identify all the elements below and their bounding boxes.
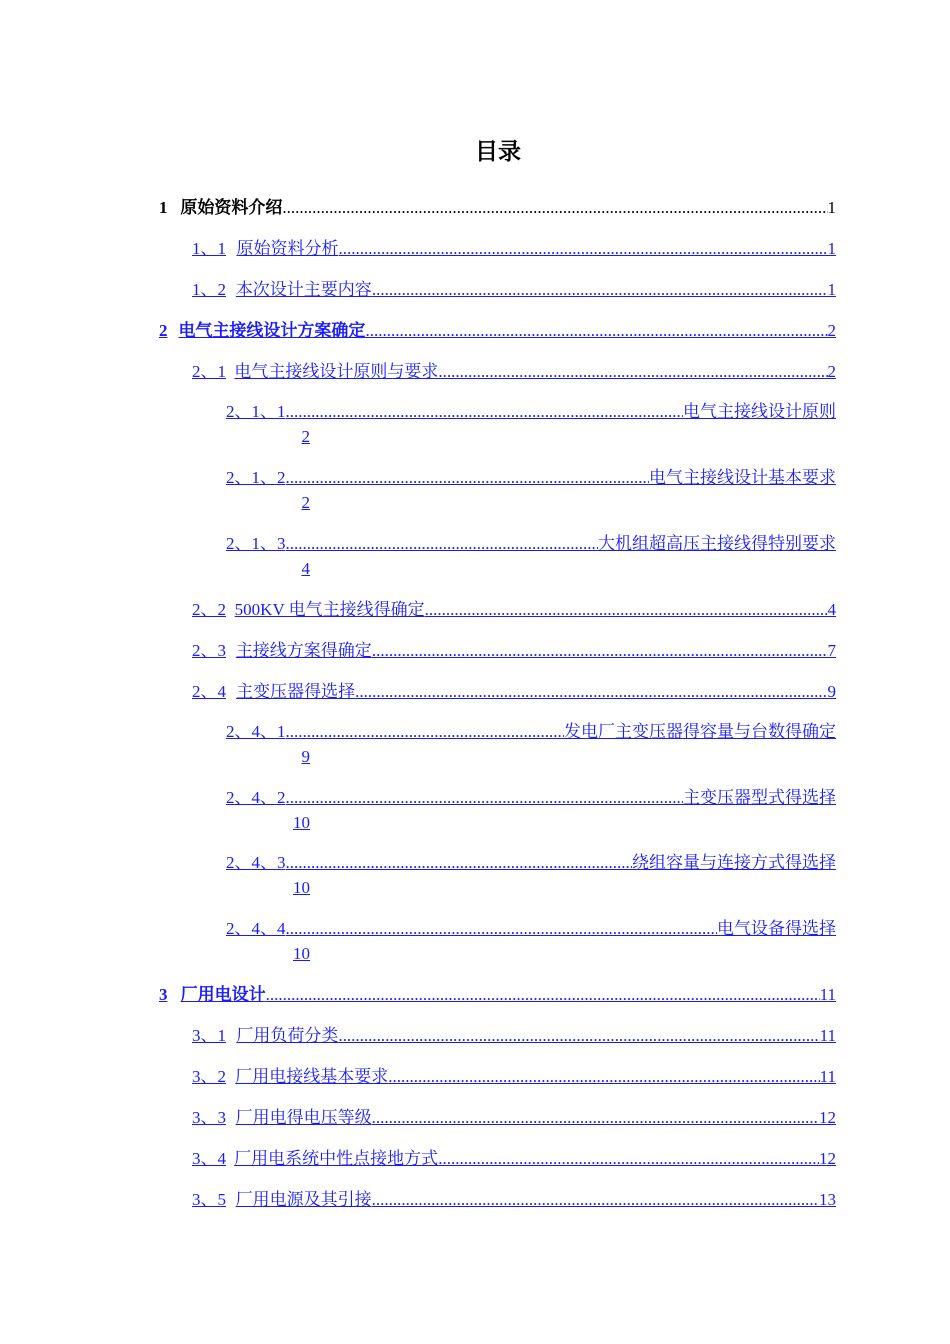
toc-entry-2[interactable] [159,320,836,342]
toc-entry-2-1-2[interactable] [226,467,836,512]
toc-leader [355,681,827,703]
toc-number: 1 [159,198,168,217]
toc-leader [372,279,828,301]
toc-text: 发电厂主变压器得容量与台数得确定 [564,722,836,741]
toc-page: 1 [827,239,836,258]
toc-number: 1、1 [192,239,226,258]
toc-entry-2-4-1[interactable] [226,721,836,766]
toc-page: 9 [301,747,310,766]
toc-entry-1-1[interactable] [192,238,836,260]
toc-text: 主变压器型式得选择 [683,788,836,807]
toc-number: 2、4 [192,682,226,701]
toc-number: 2、1、2 [226,468,286,487]
toc-text: 厂用负荷分类 [236,1026,339,1045]
toc-page: 11 [819,1026,836,1045]
toc-number: 3、1 [192,1026,226,1045]
toc-text: 电气主接线设计基本要求 [649,468,836,487]
toc-entry-2-1-1[interactable] [226,401,836,446]
toc-number: 2、2 [192,600,226,619]
toc-text: 500KV 电气主接线得确定 [234,600,425,619]
toc-leader [339,238,828,260]
toc-leader [286,533,599,555]
toc-number: 2 [159,321,168,340]
toc-text: 原始资料分析 [236,239,339,258]
toc-text: 大机组超高压主接线得特别要求 [598,534,836,553]
toc-text: 厂用电系统中性点接地方式 [234,1149,439,1168]
toc-page: 12 [819,1149,836,1168]
toc-number: 2、3 [192,641,226,660]
toc-page: 4 [827,600,836,619]
toc-page: 11 [819,1067,836,1086]
toc-entry-3[interactable] [159,984,836,1006]
toc-leader [286,852,633,874]
toc-leader [286,401,684,423]
toc-entry-1-2[interactable] [192,279,836,301]
toc-number: 2、1 [192,362,226,381]
toc-number: 2、4、2 [226,788,286,807]
toc-text: 主接线方案得确定 [235,641,372,660]
toc-leader [266,984,820,1006]
toc-page: 1 [827,280,836,299]
toc-entry-2-1[interactable] [192,361,836,383]
toc-entry-3-2[interactable] [192,1066,836,1088]
toc-number: 2、1、3 [226,534,286,553]
toc-leader [438,1148,819,1170]
toc-page: 10 [293,813,310,832]
toc-text: 原始资料介绍 [180,198,283,217]
toc-number: 2、4、3 [226,853,286,872]
toc-entry-3-1[interactable] [192,1025,836,1047]
toc-leader [365,320,827,342]
toc-page: 10 [293,944,310,963]
toc-entry-2-4[interactable] [192,681,836,703]
toc-number: 2、1、1 [226,402,286,421]
toc-number: 3 [159,985,168,1004]
toc-leader [372,1189,819,1211]
toc-page: 11 [819,985,836,1004]
toc-number: 1、2 [192,280,226,299]
toc-page: 12 [819,1108,836,1127]
toc-entry-2-3[interactable] [192,640,836,662]
toc-entry-2-1-3[interactable] [226,533,836,578]
toc-page: 10 [293,878,310,897]
toc-page: 2 [301,493,310,512]
toc-text: 厂用电得电压等级 [235,1108,372,1127]
toc-leader [286,467,650,489]
toc-leader [282,197,827,219]
toc-page: 13 [819,1190,836,1209]
toc-text: 电气设备得选择 [717,919,836,938]
toc-number: 3、5 [192,1190,226,1209]
toc-entry-1 [159,197,836,219]
toc-page: 2 [827,362,836,381]
toc-text: 电气主接线设计原则与要求 [234,362,439,381]
toc-leader [286,918,718,940]
toc-entry-3-4[interactable] [192,1148,836,1170]
toc-text: 主变压器得选择 [236,682,356,701]
toc-page: 1 [827,198,836,217]
page-title: 目录 [475,139,521,165]
toc-number: 3、2 [192,1067,226,1086]
toc-text: 厂用电接线基本要求 [235,1067,389,1086]
toc-entry-2-4-4[interactable] [226,918,836,963]
toc-number: 3、3 [192,1108,226,1127]
toc-page: 7 [827,641,836,660]
toc-entry-2-4-2[interactable] [226,787,836,832]
toc-page: 2 [301,427,310,446]
toc-leader [372,1107,819,1129]
toc-leader [286,721,565,743]
toc-text: 绕组容量与连接方式得选择 [632,853,836,872]
toc-leader [438,361,827,383]
toc-text: 电气主接线设计原则 [683,402,836,421]
toc-page: 2 [827,321,836,340]
toc-leader [372,640,828,662]
toc-text: 厂用电设计 [180,985,266,1004]
toc-text: 厂用电源及其引接 [235,1190,372,1209]
toc-text: 电气主接线设计方案确定 [178,321,366,340]
toc-page: 9 [827,682,836,701]
toc-page: 4 [301,559,310,578]
toc-number: 2、4、4 [226,919,286,938]
toc-text: 本次设计主要内容 [235,280,372,299]
toc-entry-3-3[interactable] [192,1107,836,1129]
toc-leader [425,599,828,621]
toc-number: 3、4 [192,1149,226,1168]
toc-leader [286,787,684,809]
toc-number: 2、4、1 [226,722,286,741]
toc-entry-2-2[interactable] [192,599,836,621]
toc-entry-3-5[interactable] [192,1189,836,1211]
toc-leader [388,1066,819,1088]
toc-leader [338,1025,819,1047]
toc-entry-2-4-3[interactable] [226,852,836,897]
